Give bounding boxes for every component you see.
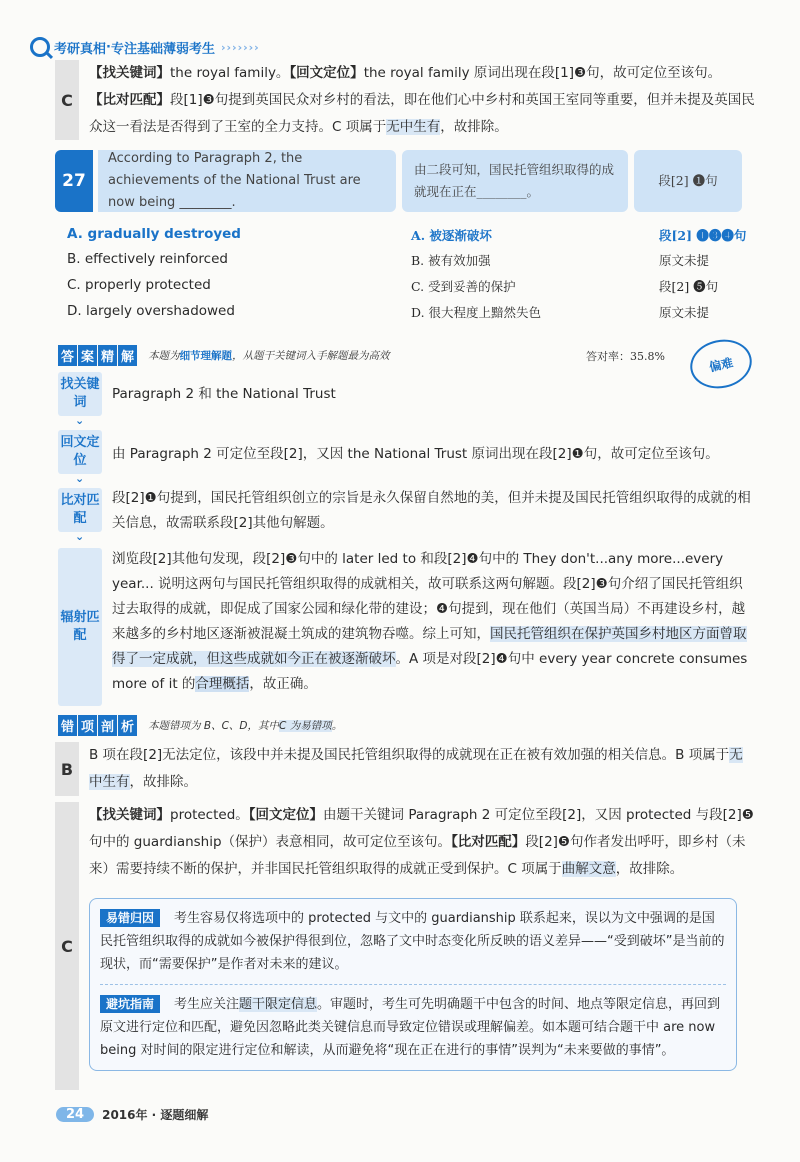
step-label-radiate-match: 辐射匹配: [58, 548, 102, 706]
page-footer: [56, 1106, 208, 1123]
answer-note: 本题为细节理解题，从题干关键词入手解题最为高效: [148, 349, 390, 362]
search-logo-icon: [30, 37, 50, 57]
step-text-match: 段[2]❶句提到，国民托管组织创立的宗旨是永久保留自然地的美，但并未提及国民托管组织取得的成就的相关信息，故需联系段[2]其他句解题。: [112, 490, 751, 531]
option-row: [67, 251, 747, 275]
option-en: C. properly protected: [67, 277, 211, 293]
option-cn: B. 被有效加强: [411, 253, 491, 268]
question-stem-en: According to Paragraph 2, the achievements of the National Trust are now being ________.: [98, 150, 396, 212]
brand-name: 考研真相: [54, 41, 107, 57]
correct-rate: 答对率：35.8%: [586, 350, 665, 363]
arrows-decoration: ›››››››: [220, 40, 260, 54]
tip-error-badge: 易错归因: [100, 909, 160, 927]
step-text-locate: 由 Paragraph 2 可定位至段[2]，又因 the National Trust 原词出现在段[2]❶句，故可定位至该句。: [112, 446, 719, 462]
header-separator: ·: [106, 39, 111, 55]
answer-badge: 答 案 精 解: [58, 345, 138, 366]
tip-error-cause: 易错归因 考生容易仅将选项中的 protected 与文中的 guardianship 联系起来，误以为文中强调的是国民托管组织取得的成就如今被保护得很到位，忽略了文中时态变化所反映的语义差异——“受到破坏”是当前的现状，而“需要保护”是作者对未来的建议。: [100, 911, 725, 972]
option-location: 原文未提: [659, 305, 710, 320]
step-label-match: 比对匹配 ⌄: [58, 488, 102, 532]
option-en: A. gradually destroyed: [67, 226, 241, 242]
footer-title: 2016年 · 逐题细解: [102, 1108, 209, 1122]
step-text-radiate-match: 浏览段[2]其他句发现，段[2]❸句中的 later led to 和段[2]❹句中的 They don't...any more...every year... 说明这两句与国民托管组织取得的成就相关，故可联系这两句解题。段[2]❸句介绍了国民托管组织过去取得的成就，即促成了国家公园和绿化带的建设；❹句提到，现在他们（英国当局）不再建设乡村，越来越多的乡村地区逐渐被混凝土筑成的建筑物吞噬。综上可知，国民托管组织在保护英国乡村地区方面曾取得了一定成就，但这些成就如今正在被逐渐破坏。A 项是对段[2]❹句中 every year concrete consumes more of it 的合理概括，故正确。: [112, 551, 748, 692]
option-label: C: [55, 802, 79, 1090]
wrong-note: 本题错项为 B、C、D，其中C 为易错项。: [148, 719, 343, 732]
wrong-badge: 错 项 剖 析: [58, 715, 138, 736]
question-number: 27: [55, 150, 93, 212]
page-number: 24: [56, 1107, 94, 1122]
option-row: [67, 226, 747, 250]
question-stem-cn: 由二段可知，国民托管组织取得的成就现在正在________。: [402, 150, 628, 212]
option-location: 原文未提: [659, 253, 710, 268]
option-row: [67, 277, 747, 301]
option-location: 段[2] ❶❸❹句: [659, 228, 747, 243]
option-label: B: [55, 742, 79, 796]
option-en: B. effectively reinforced: [67, 251, 228, 267]
tips-box: [89, 898, 737, 1071]
difficulty-stamp: 偏难: [686, 334, 757, 394]
option-label: C: [55, 60, 79, 140]
step-label-find-keyword: 找关键词 ⌄: [58, 372, 102, 416]
tip-avoid-pitfall: 避坑指南 考生应关注题干限定信息。审题时，考生可先明确题干中包含的时间、地点等限定信息，再回到原文进行定位和匹配，避免因忽略此类关键信息而导致定位错误或理解偏差。如本题可结合题干中 are now being 对时间的限定进行定位和解读，从而避免将“现在正在进行的事情”误判为“未来要做的事情”。: [100, 997, 721, 1058]
option-cn: D. 很大程度上黯然失色: [411, 305, 542, 320]
page-header: [30, 36, 260, 58]
option-cn: C. 受到妥善的保护: [411, 279, 516, 294]
question-location: 段[2] ❶句: [634, 150, 742, 212]
option-cn: A. 被逐渐破坏: [411, 228, 492, 243]
answer-section-header: [58, 344, 390, 366]
step-text-find-keyword: Paragraph 2 和 the National Trust: [112, 386, 336, 402]
option-location: 段[2] ❺句: [659, 279, 719, 294]
step-label-locate: 回文定位 ⌄: [58, 430, 102, 474]
option-b-analysis: B B 项在段[2]无法定位，该段中并未提及国民托管组织取得的成就现在正在被有效加强的相关信息。B 项属于无中生有，故排除。: [55, 742, 755, 796]
option-row: [67, 303, 747, 327]
option-c-analysis: C 【找关键词】protected。【回文定位】由题干关键词 Paragraph 2 可定位至段[2]，又因 protected 与段[2]❺句中的 guardianship（保护）表意相同，故可定位至该句。【比对匹配】段[2]❺句作者发出呼吁，即乡村（未来）需要持续不断的保护，并非国民托管组织取得的成就正受到保护。C 项属于曲解文意，故排除。: [55, 802, 755, 1090]
brand-slogan: 专注基础薄弱考生: [110, 41, 215, 57]
tip-avoid-badge: 避坑指南: [100, 995, 160, 1013]
wrong-section-header: [58, 714, 342, 736]
option-en: D. largely overshadowed: [67, 303, 235, 319]
prev-option-c-analysis: C 【找关键词】the royal family。【回文定位】the royal family 原词出现在段[1]❸句，故可定位至该句。 【比对匹配】段[1]❸句提到英国民众对乡村的看法，即在他们心中乡村和英国王室同等重要，但并未提及英国民众这一看法是否得到了王室的全力支持。C 项属于无中生有，故排除。: [55, 60, 755, 140]
